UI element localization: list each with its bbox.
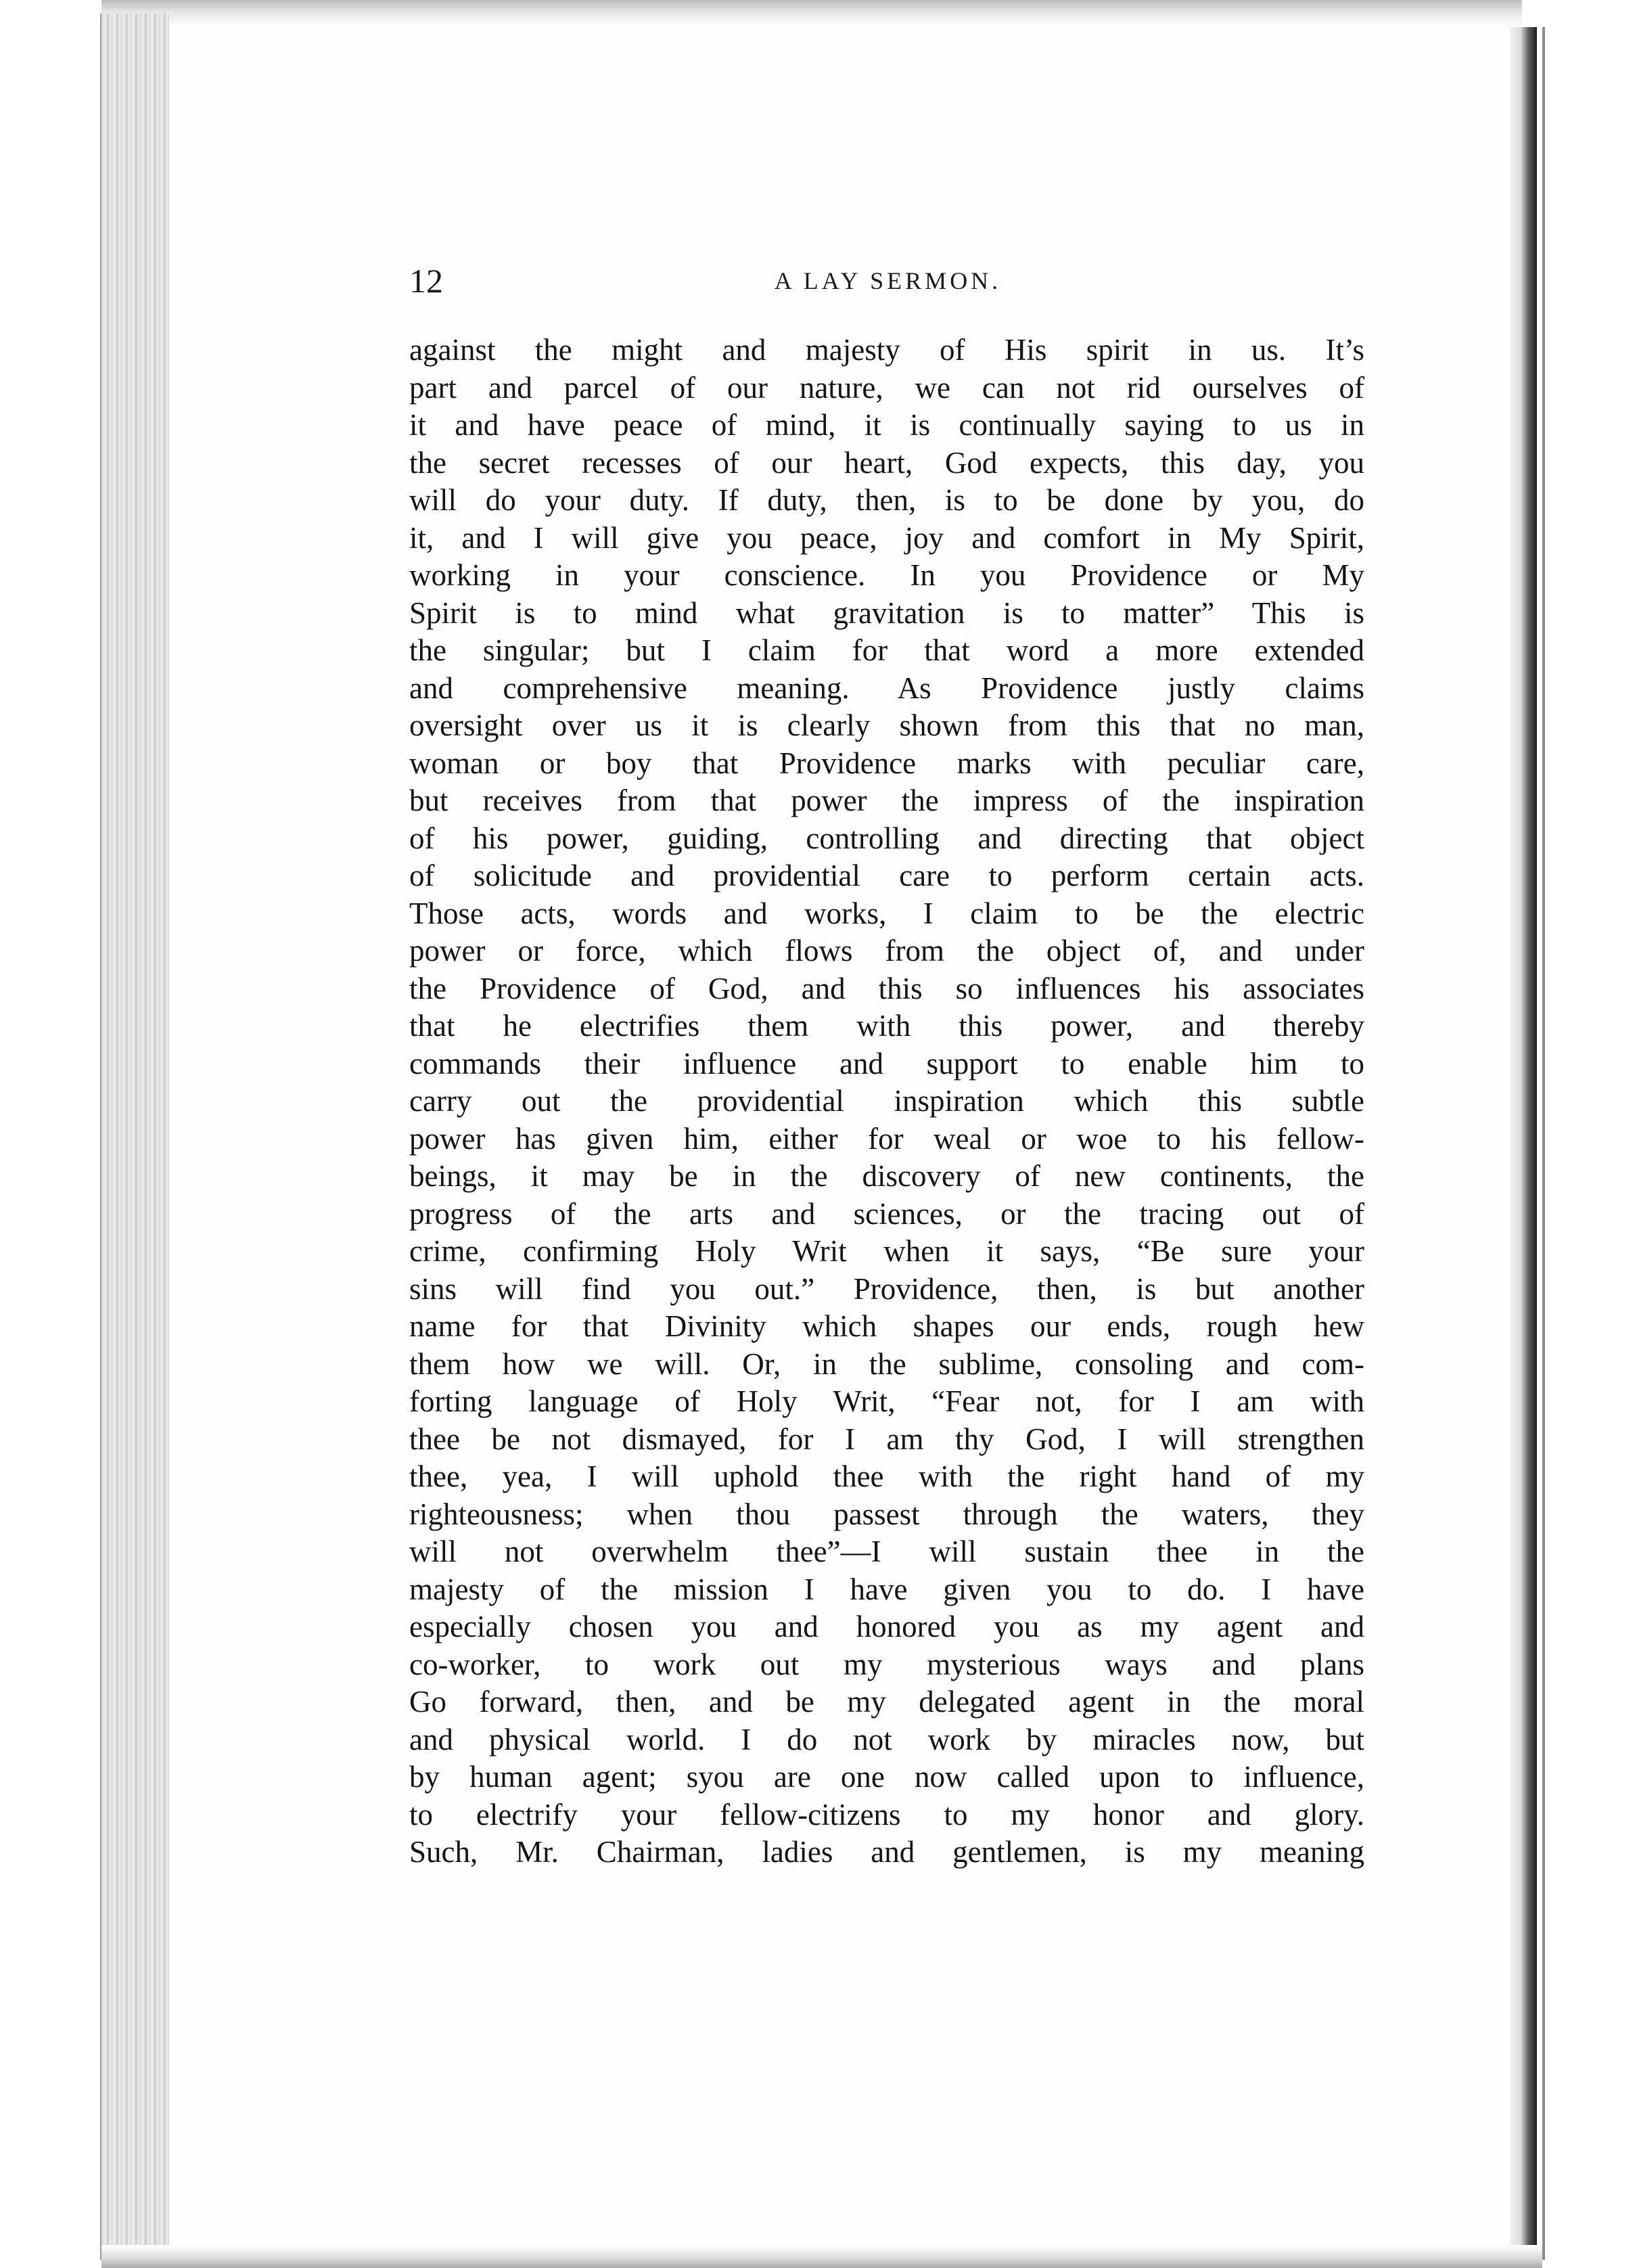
text-line: Such, Mr. Chairman, ladies and gentlemen, is my meaning bbox=[409, 1835, 1364, 1869]
text-line: of solicitude and providential care to perform certain acts. bbox=[409, 859, 1364, 892]
text-line: carry out the providential inspiration which this subtle bbox=[409, 1084, 1364, 1118]
text-line: against the might and majesty of His spirit in us. It’s bbox=[409, 333, 1364, 367]
text-line: progress of the arts and sciences, or the tracing out of bbox=[409, 1196, 1364, 1231]
text-line: power or force, which flows from the object of, and under bbox=[409, 934, 1364, 968]
text-line: them how we will. Or, in the sublime, consoling and com- bbox=[409, 1346, 1364, 1381]
text-line: majesty of the mission I have given you to do. I have bbox=[409, 1572, 1364, 1606]
page-number: 12 bbox=[409, 262, 443, 300]
text-line: sins will find you out.” Providence, then, is but another bbox=[409, 1271, 1364, 1306]
text-line: and comprehensive meaning. As Providence justly claims bbox=[409, 671, 1364, 705]
text-line: working in your conscience. In you Providence or My bbox=[409, 558, 1364, 592]
text-line: woman or boy that Providence marks with peculiar care, bbox=[409, 746, 1364, 780]
text-line: the Providence of God, and this so influences his associates bbox=[409, 971, 1364, 1005]
top-page-edge bbox=[101, 0, 1522, 27]
body-text bbox=[409, 332, 1364, 1872]
text-line: the secret recesses of our heart, God expects, this day, you bbox=[409, 445, 1364, 480]
text-line: Those acts, words and works, I claim to be the electric bbox=[409, 896, 1364, 930]
running-head bbox=[409, 260, 1366, 301]
text-line: Spirit is to mind what gravitation is to matter” This is bbox=[409, 595, 1364, 630]
text-line: co-worker, to work out my mysterious ways and plans bbox=[409, 1647, 1364, 1681]
text-line: especially chosen you and honored you as my agent and bbox=[409, 1610, 1364, 1643]
text-line: it and have peace of mind, it is continually saying to us in bbox=[409, 408, 1364, 442]
text-line: that he electrifies them with this power, and thereby bbox=[409, 1009, 1364, 1043]
text-line: and physical world. I do not work by miracles now, but bbox=[409, 1722, 1364, 1756]
text-line: by human agent; syou are one now called upon to influence, bbox=[409, 1760, 1364, 1794]
text-line: will do your duty. If duty, then, is to be done by you, do bbox=[409, 483, 1364, 517]
running-title: A LAY SERMON. bbox=[774, 267, 1002, 294]
right-page-edge bbox=[1510, 27, 1537, 2260]
right-edge-line bbox=[1542, 27, 1545, 2260]
text-line: Go forward, then, and be my delegated agent in the moral bbox=[409, 1685, 1364, 1719]
text-line: it, and I will give you peace, joy and comfort in My Spirit, bbox=[409, 520, 1364, 555]
text-line: beings, it may be in the discovery of new continents, the bbox=[409, 1159, 1364, 1193]
text-line: thee be not dismayed, for I am thy God, I will strengthen bbox=[409, 1422, 1364, 1456]
text-line: name for that Divinity which shapes our ends, rough hew bbox=[409, 1309, 1364, 1343]
text-line: of his power, guiding, controlling and directing that object bbox=[409, 821, 1364, 855]
text-line: to electrify your fellow-citizens to my honor and glory. bbox=[409, 1797, 1364, 1832]
text-line: the singular; but I claim for that word a more extended bbox=[409, 633, 1364, 667]
text-line: commands their influence and support to enable him to bbox=[409, 1046, 1364, 1081]
text-line: crime, confirming Holy Writ when it says, “Be sure your bbox=[409, 1234, 1364, 1268]
text-line: but receives from that power the impress of the inspiration bbox=[409, 784, 1364, 817]
text-line: oversight over us it is clearly shown from this that no man, bbox=[409, 708, 1364, 742]
text-line: thee, yea, I will uphold thee with the right hand of my bbox=[409, 1459, 1364, 1493]
left-page-edges bbox=[101, 14, 169, 2260]
bottom-page-edge bbox=[101, 2245, 1542, 2268]
text-line: part and parcel of our nature, we can not rid ourselves of bbox=[409, 370, 1364, 405]
text-line: righteousness; when thou passest through the waters, they bbox=[409, 1497, 1364, 1531]
text-line: power has given him, either for weal or woe to his fellow- bbox=[409, 1121, 1364, 1156]
text-line: will not overwhelm thee”—I will sustain thee in the bbox=[409, 1535, 1364, 1568]
text-line: forting language of Holy Writ, “Fear not, for I am with bbox=[409, 1384, 1364, 1418]
